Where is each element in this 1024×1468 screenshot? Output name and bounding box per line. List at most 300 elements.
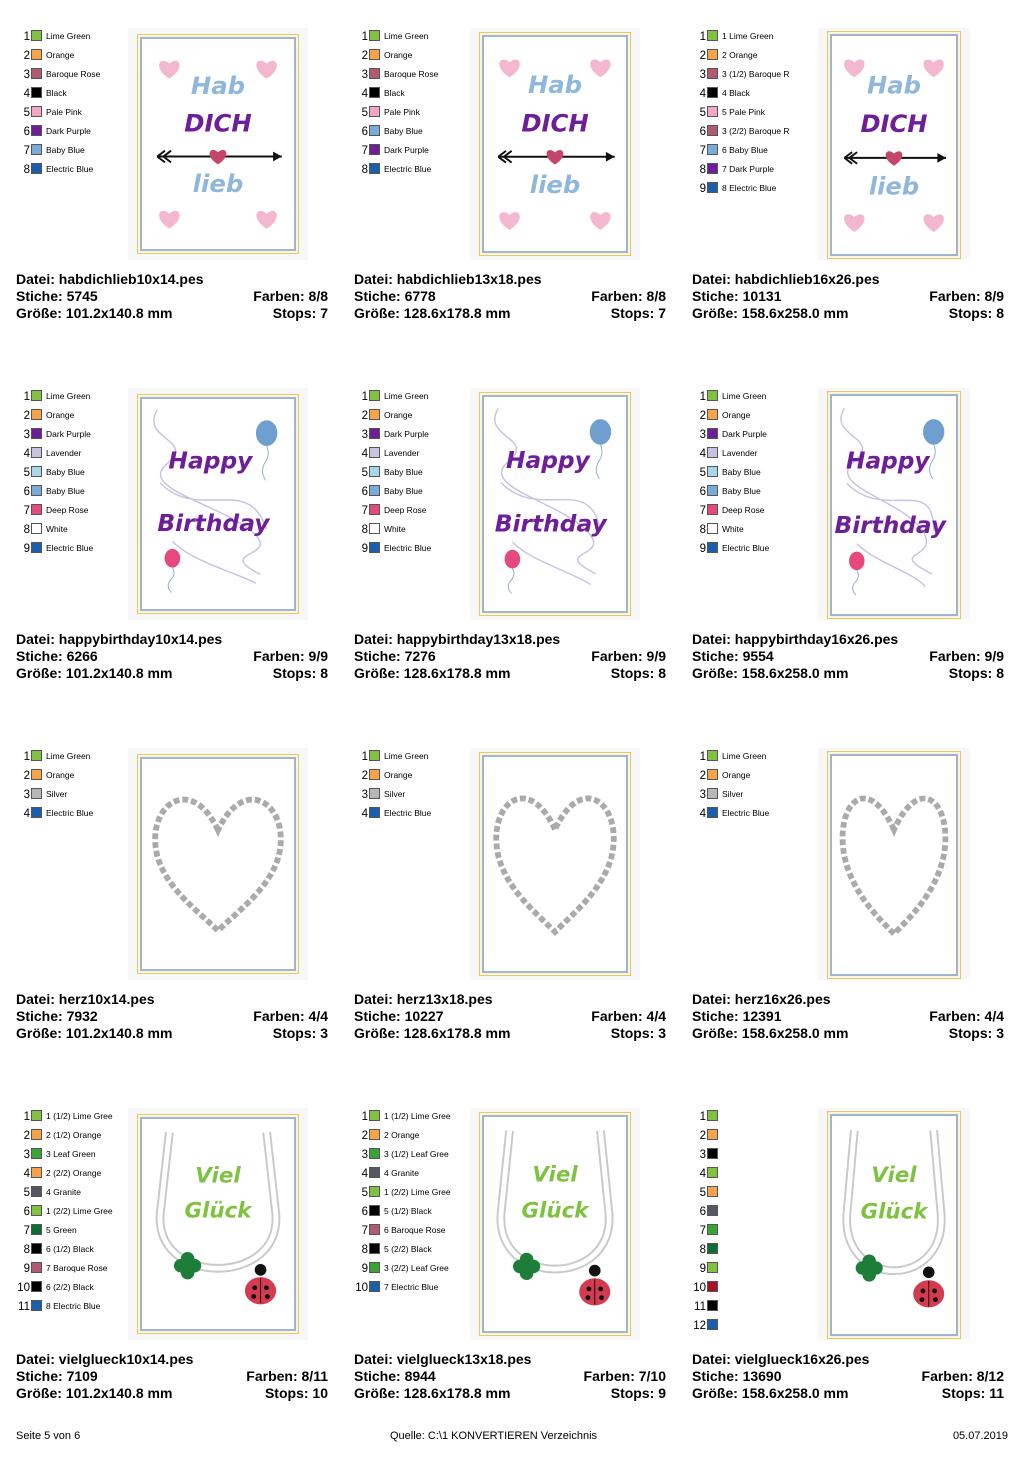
stops-label: Stops: [610,305,655,321]
motif-text-dich: DICH [521,108,589,138]
color-row [354,123,474,142]
design-motif [142,759,294,969]
motif-text-happy: Happy [505,445,590,474]
color-swatch [31,485,42,496]
stitches-value: 13690 [742,1368,782,1384]
color-row [354,805,474,824]
file-name: herz10x14.pes [58,991,155,1007]
color-number: 4 [699,448,706,460]
color-row [16,1184,136,1203]
color-row [692,85,812,104]
file-label: Datei: [16,271,55,287]
design-card [692,28,1022,388]
stops-label: Stops: [272,305,317,321]
color-row [692,464,812,483]
size-value: 101.2x140.8 mm [65,1385,173,1401]
color-number: 7 [699,505,706,517]
color-swatch [31,1262,42,1273]
heart-icon [844,59,864,77]
color-number: 1 [699,1111,706,1123]
file-label: Datei: [692,631,731,647]
color-swatch [369,542,380,553]
color-number: 5 [699,107,706,119]
size-value: 101.2x140.8 mm [65,305,173,321]
file-row [16,271,328,288]
color-name: Silver [46,789,68,799]
color-swatch [31,144,42,155]
color-name: Dark Purple [384,429,429,439]
file-row [692,271,1004,288]
color-name: Electric Blue [46,808,94,818]
color-number: 11 [694,1301,706,1313]
color-row [692,1241,812,1260]
stops-label: Stops: [264,1385,309,1401]
colors-value: 9/9 [646,648,666,664]
motif-text-hab: Hab [527,70,583,100]
color-list [354,748,474,824]
color-name: Electric Blue [384,808,432,818]
color-row [354,767,474,786]
stitches-label: Stiche: [692,648,739,664]
color-swatch [707,1319,718,1330]
heart-icon [547,150,564,165]
colors-label: Farben: [929,648,981,664]
color-swatch [369,447,380,458]
color-row [692,748,812,767]
file-row [692,1351,1004,1368]
design-card [16,1108,346,1468]
color-swatch [707,504,718,515]
design-motif [142,39,294,249]
design-meta [354,1351,666,1402]
color-number: 1 [361,1111,368,1123]
stitches-label: Stiche: [16,288,63,304]
stitches-label: Stiche: [16,1008,63,1024]
color-row [16,445,136,464]
heart-icon [499,212,519,230]
color-row [692,445,812,464]
heart-icon [924,214,944,232]
colors-count [246,1368,328,1385]
color-name: 6 Baroque Rose [384,1225,446,1235]
color-swatch [369,428,380,439]
color-swatch [707,1224,718,1235]
motif-text-birthday: Birthday [494,509,607,538]
colors-count [922,1368,1004,1385]
color-swatch [369,1110,380,1121]
color-number: 1 [23,1111,30,1123]
footer-date: 05.07.2019 [952,1430,1008,1442]
color-row [692,1298,812,1317]
color-row [16,1222,136,1241]
color-list [16,388,136,559]
color-swatch [369,106,380,117]
stitches-value: 12391 [742,1008,782,1024]
color-name: Orange [384,770,413,780]
color-row [692,47,812,66]
size-row [16,1385,328,1402]
color-name: Lime Green [722,391,767,401]
stitches-row [692,648,1004,665]
size-label: Größe: [354,1025,400,1041]
size-row [354,305,666,322]
color-number: 6 [23,1206,30,1218]
color-number: 2 [699,50,706,62]
color-number: 6 [361,126,368,138]
color-name: Silver [384,789,406,799]
color-swatch [707,1300,718,1311]
color-number: 1 [361,391,368,403]
design-card [354,388,684,748]
color-name: Lavender [722,448,758,458]
color-row [692,1165,812,1184]
file-name: habdichlieb13x18.pes [396,271,542,287]
color-swatch [707,163,718,174]
color-row [692,1279,812,1298]
heart-icon [924,59,944,77]
color-name: 5 Green [46,1225,77,1235]
color-name: Baby Blue [722,467,761,477]
color-swatch [31,1186,42,1197]
color-row [16,104,136,123]
heart-icon [210,150,227,165]
stitches-value: 7109 [66,1368,98,1384]
color-list [354,28,474,180]
color-row [692,805,812,824]
color-row [354,1260,474,1279]
color-name: 6 (1/2) Black [46,1244,94,1254]
design-meta [16,991,328,1042]
color-name: Orange [722,410,751,420]
color-name: Baby Blue [384,486,423,496]
color-name: 8 Electric Blue [722,183,777,193]
color-name: 5 (1/2) Black [384,1206,432,1216]
color-number: 7 [699,145,706,157]
color-row [692,407,812,426]
file-label: Datei: [354,1351,393,1367]
size-row [692,305,1004,322]
colors-count [584,1368,666,1385]
color-name: Orange [46,770,75,780]
stops-label: Stops: [941,1385,986,1401]
color-swatch [31,1243,42,1254]
color-number: 5 [23,107,30,119]
color-row [16,28,136,47]
color-swatch [707,788,718,799]
color-swatch [369,144,380,155]
color-name: Electric Blue [384,164,432,174]
heart-icon [886,151,903,165]
color-number: 4 [699,1168,706,1180]
hoop-frame [830,394,958,616]
color-swatch [31,87,42,98]
size-label: Größe: [16,1025,62,1041]
design-card [692,1108,1022,1468]
color-number: 1 [23,391,30,403]
stitches-value: 9554 [742,648,774,664]
heart-ornament [155,800,281,931]
stitches-value: 8944 [404,1368,436,1384]
color-row [692,388,812,407]
color-name: Baby Blue [46,467,85,477]
design-motif [484,397,626,611]
color-row [692,142,812,161]
file-label: Datei: [692,991,731,1007]
colors-count [929,648,1004,665]
color-number: 8 [699,164,706,176]
color-name: Lavender [46,448,82,458]
color-name: 3 (1/2) Baroque R [722,69,790,79]
color-list [692,388,812,559]
size-value: 158.6x258.0 mm [741,665,849,681]
size-label: Größe: [692,665,738,681]
color-name: 4 Black [722,88,750,98]
color-row [16,1127,136,1146]
color-name: Lime Green [722,751,767,761]
file-name: vielglueck16x26.pes [734,1351,870,1367]
design-card [692,748,1022,1108]
hoop-frame [140,1117,296,1331]
color-row [16,786,136,805]
color-number: 1 [699,391,706,403]
color-swatch [707,409,718,420]
color-row [16,1165,136,1184]
color-number: 7 [699,1225,706,1237]
stitches-label: Stiche: [692,1368,739,1384]
color-list [692,748,812,824]
design-card [692,388,1022,748]
color-row [16,66,136,85]
color-row [16,483,136,502]
color-name: Baroque Rose [384,69,439,79]
color-list [354,388,474,559]
file-label: Datei: [354,991,393,1007]
colors-value: 8/11 [301,1368,328,1384]
color-number: 1 [361,31,368,43]
file-label: Datei: [16,631,55,647]
color-swatch [369,1281,380,1292]
stitches-value: 5745 [66,288,98,304]
color-number: 4 [699,808,706,820]
color-row [354,85,474,104]
color-swatch [707,466,718,477]
color-number: 1 [23,751,30,763]
stops-count [611,1385,666,1402]
color-number: 4 [699,88,706,100]
design-meta [692,991,1004,1042]
size-label: Größe: [354,665,400,681]
color-swatch [369,125,380,136]
color-name: 4 Granite [384,1168,419,1178]
stops-label: Stops: [948,1025,993,1041]
stops-count [949,305,1004,322]
colors-value: 4/4 [646,1008,666,1024]
color-row [354,748,474,767]
size-value: 158.6x258.0 mm [741,1385,849,1401]
color-row [354,1127,474,1146]
color-swatch [31,125,42,136]
color-row [354,540,474,559]
file-row [692,991,1004,1008]
colors-label: Farben: [253,288,305,304]
color-row [354,445,474,464]
color-row [16,161,136,180]
stitches-row [354,648,666,665]
color-name: 6 Baby Blue [722,145,768,155]
colors-count [253,288,328,305]
color-swatch [369,523,380,534]
color-swatch [707,68,718,79]
motif-text-dich: DICH [184,108,252,138]
stops-value: 7 [658,305,666,321]
color-swatch [369,466,380,477]
color-swatch [31,428,42,439]
color-swatch [707,485,718,496]
hoop-frame [830,1114,958,1336]
color-swatch [369,1186,380,1197]
color-name: Pale Pink [384,107,420,117]
color-number: 8 [699,524,706,536]
design-card [354,1108,684,1468]
color-name: 7 Baroque Rose [46,1263,108,1273]
size-value: 101.2x140.8 mm [65,1025,173,1041]
size-label: Größe: [354,305,400,321]
color-name: Electric Blue [46,164,94,174]
file-name: happybirthday13x18.pes [396,631,561,647]
color-swatch [31,30,42,41]
color-number: 6 [23,486,30,498]
color-row [16,47,136,66]
color-number: 5 [23,467,30,479]
colors-count [591,288,666,305]
stitches-value: 10227 [404,1008,444,1024]
color-row [16,1108,136,1127]
color-swatch [707,1148,718,1159]
stops-count [265,1385,328,1402]
color-row [692,786,812,805]
color-row [692,540,812,559]
color-number: 8 [699,1244,706,1256]
stitches-row [16,1008,328,1025]
color-name: 1 (1/2) Lime Gree [384,1111,451,1121]
color-swatch [707,750,718,761]
stops-count [611,1025,666,1042]
size-label: Größe: [692,305,738,321]
hoop-frame [482,1115,628,1333]
color-number: 3 [361,789,368,801]
color-number: 8 [361,524,368,536]
design-meta [354,271,666,322]
color-row [16,748,136,767]
file-label: Datei: [692,1351,731,1367]
color-name: 1 (1/2) Lime Gree [46,1111,113,1121]
file-row [16,1351,328,1368]
color-name: Orange [722,770,751,780]
color-number: 2 [361,50,368,62]
color-number: 5 [361,107,368,119]
size-value: 128.6x178.8 mm [403,1025,511,1041]
colors-count [929,288,1004,305]
hoop-frame [482,755,628,973]
file-row [354,271,666,288]
stops-count [942,1385,1004,1402]
color-row [692,1146,812,1165]
color-row [692,1108,812,1127]
color-name: 5 Pale Pink [722,107,765,117]
color-number: 7 [361,145,368,157]
colors-value: 4/4 [308,1008,328,1024]
color-name: 2 Orange [722,50,758,60]
file-name: habdichlieb16x26.pes [734,271,880,287]
color-row [16,426,136,445]
color-number: 5 [699,1187,706,1199]
color-swatch [369,1148,380,1159]
color-list [692,28,812,199]
stops-label: Stops: [610,1025,655,1041]
hoop-frame [830,34,958,256]
color-name: Deep Rose [46,505,89,515]
color-number: 3 [23,429,30,441]
color-swatch [31,523,42,534]
color-row [16,464,136,483]
color-number: 2 [699,410,706,422]
size-row [354,1385,666,1402]
file-label: Datei: [16,1351,55,1367]
stops-label: Stops: [948,305,993,321]
color-row [354,483,474,502]
color-swatch [707,769,718,780]
color-number: 8 [23,164,30,176]
stops-count [949,665,1004,682]
color-number: 9 [361,1263,368,1275]
color-name: Dark Purple [722,429,767,439]
file-name: happybirthday10x14.pes [58,631,223,647]
color-number: 2 [699,770,706,782]
color-swatch [31,163,42,174]
color-name: Deep Rose [722,505,765,515]
color-name: 2 Orange [384,1130,420,1140]
color-row [692,521,812,540]
file-name: happybirthday16x26.pes [734,631,899,647]
color-number: 4 [361,808,368,820]
color-name: White [722,524,744,534]
motif-text-lieb: lieb [868,172,920,201]
file-name: herz16x26.pes [734,991,831,1007]
color-swatch [707,49,718,60]
color-number: 4 [23,448,30,460]
design-motif [484,757,626,971]
color-name: Orange [384,410,413,420]
heart-icon [499,60,519,78]
color-name: 4 Granite [46,1187,81,1197]
ladybug-icon [579,1265,610,1306]
color-row [692,1127,812,1146]
color-number: 2 [361,410,368,422]
color-list [692,1108,812,1336]
color-row [692,1260,812,1279]
stops-value: 3 [996,1025,1004,1041]
heart-icon [590,212,610,230]
color-number: 5 [23,1187,30,1199]
color-number: 9 [699,543,706,555]
color-number: 6 [23,126,30,138]
stops-count [273,665,328,682]
stitches-row [692,288,1004,305]
color-name: Lime Green [46,391,91,401]
color-name: Lime Green [384,391,429,401]
color-swatch [707,523,718,534]
color-swatch [369,807,380,818]
